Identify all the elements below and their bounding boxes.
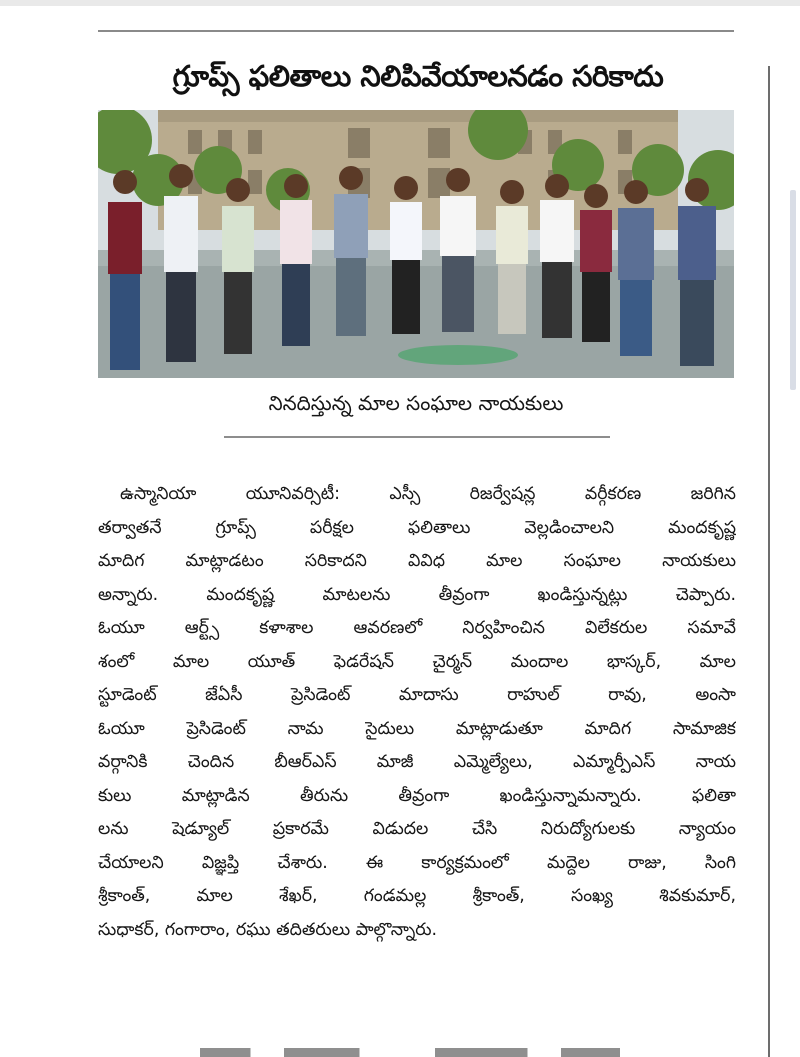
clipped-next-article-text [200,1048,620,1057]
protest-photo-illustration [98,110,734,378]
adjacent-column-edge [790,190,796,390]
article-line: ఓయూ ఆర్ట్స్ కళాశాల ఆవరణలో నిర్వహించిన విలేకరుల సమావే [98,618,736,638]
article-line: శంలో మాల యూత్ ఫెడరేషన్ చైర్మన్ మందాల భాస్కర్, మాల [98,651,736,672]
article-line: మాదిగ మాట్లాడటం సరికాదని వివిధ మాల సంఘాల నాయకులు [98,551,736,571]
article-line: తర్వాతనే గ్రూప్స్ పరీక్షల ఫలితాలు వెల్లడించాలని మందకృష్ణ [98,517,736,538]
top-divider [98,30,734,32]
column-divider [768,66,770,1057]
article-line: సుధాకర్, గంగారాం, రఘు తదితరులు పాల్గొన్నారు. [98,919,438,940]
article-line: కులు మాట్లాడిన తీరును తీవ్రంగా ఖండిస్తున్నామన్నారు. ఫలితా [98,785,736,806]
article-line: శ్రీకాంత్, మాల శేఖర్, గండమల్ల శ్రీకాంత్, సంఖ్య శివకుమార్, [98,886,736,906]
article-line: స్టూడెంట్ జేఏసీ ప్రెసిడెంట్ మాదాసు రాహుల్ రావు, అంసా [98,685,736,705]
article-line: వర్గానికి చెందిన బీఆర్ఎస్ మాజీ ఎమ్మెల్యేలు, ఎమ్మార్పీఎస్ నాయ [98,752,736,772]
article-body [98,478,736,947]
clipped-previous-article-strip [0,0,800,6]
article-line: ఉస్మానియా యూనివర్సిటీ: ఎస్సీ రిజర్వేషన్ల వర్గీకరణ జరిగిన [120,484,736,504]
article-line: చేయాలని విజ్ఞప్తి చేశారు. ఈ కార్యక్రమంలో మద్దెల రాజు, సింగి [98,852,736,873]
caption-divider [224,436,610,438]
article-headline: గ్రూప్స్ ఫలితాలు నిలిపివేయాలనడం సరికాదు [172,59,664,93]
news-photo [98,110,734,378]
article-line: అన్నారు. మందకృష్ణ మాటలను తీవ్రంగా ఖండిస్తున్నట్లు చెప్పారు. [98,584,736,605]
article-line: లను షెడ్యూల్ ప్రకారమే విడుదల చేసి నిరుద్యోగులకు న్యాయం [98,819,736,839]
photo-caption: నినదిస్తున్న మాల సంఘాల నాయకులు [268,391,564,415]
article-line: ఓయూ ప్రెసిడెంట్ నామ సైదులు మాట్లాడుతూ మాదిగ సామాజిక [98,718,736,739]
